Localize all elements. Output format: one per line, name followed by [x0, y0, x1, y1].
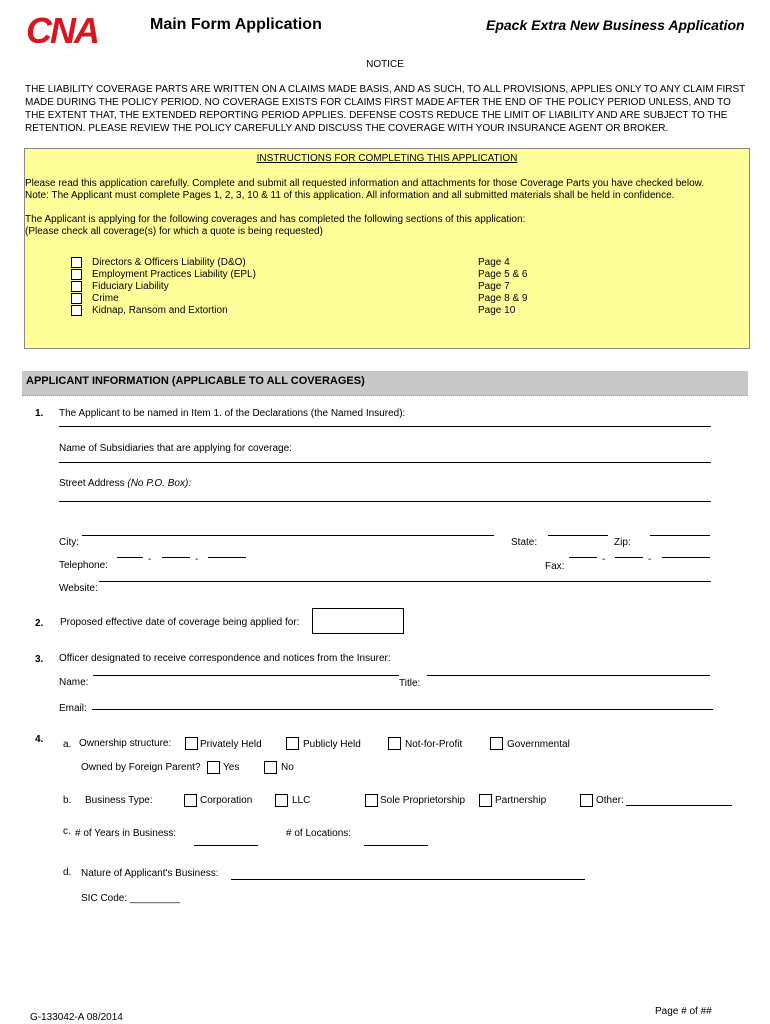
q3-label: Officer designated to receive correspondence and notices from the Insurer:	[59, 653, 391, 664]
telephone-line-field[interactable]	[208, 557, 246, 558]
business-type-label: Business Type:	[85, 795, 153, 806]
coverage-label-crime: Crime	[92, 293, 119, 304]
effective-date-field[interactable]	[312, 608, 404, 634]
website-label: Website:	[59, 583, 98, 594]
section-title: APPLICANT INFORMATION (APPLICABLE TO ALL COVERAGES)	[26, 375, 365, 387]
zip-label: Zip:	[614, 537, 631, 548]
city-field[interactable]	[82, 535, 494, 536]
telephone-prefix-field[interactable]	[162, 557, 190, 558]
telephone-area-field[interactable]	[117, 557, 143, 558]
coverage-checkbox-kre[interactable]	[71, 305, 82, 316]
state-field[interactable]	[548, 535, 608, 536]
zip-field[interactable]	[650, 535, 710, 536]
business-type-corporation-checkbox[interactable]	[184, 794, 197, 807]
business-type-partnership-label: Partnership	[495, 795, 547, 806]
business-type-partnership-checkbox[interactable]	[479, 794, 492, 807]
instructions-note: Note: The Applicant must complete Pages 1, 2, 3, 10 & 11 of this application. All information and all submitted materials shall be held in confidence.	[25, 190, 675, 201]
q2-label: Proposed effective date of coverage being applied for:	[60, 617, 300, 628]
ownership-governmental-checkbox[interactable]	[490, 737, 503, 750]
coverage-page-epl: Page 5 & 6	[478, 269, 528, 280]
coverage-page-fiduciary: Page 7	[478, 281, 510, 292]
q4c-letter: c.	[63, 826, 71, 837]
q3-number: 3.	[35, 654, 44, 665]
q1-label: The Applicant to be named in Item 1. of the Declarations (the Named Insured):	[59, 408, 406, 419]
coverage-checkbox-crime[interactable]	[71, 293, 82, 304]
street-address-label	[59, 478, 191, 489]
coverage-label-fiduciary: Fiduciary Liability	[92, 281, 169, 292]
locations-label: # of Locations:	[286, 828, 352, 839]
officer-name-field[interactable]	[93, 675, 399, 676]
coverage-page-crime: Page 8 & 9	[478, 293, 528, 304]
foreign-parent-yes-checkbox[interactable]	[207, 761, 220, 774]
coverage-checkbox-fiduciary[interactable]	[71, 281, 82, 292]
coverage-checkbox-epl[interactable]	[71, 269, 82, 280]
ownership-publicly-held-label: Publicly Held	[303, 739, 361, 750]
coverage-page-do: Page 4	[478, 257, 510, 268]
form-title: Main Form Application	[150, 16, 322, 33]
ownership-not-for-profit-checkbox[interactable]	[388, 737, 401, 750]
business-type-sole-proprietorship-label: Sole Proprietorship	[380, 795, 466, 806]
coverage-page-kre: Page 10	[478, 305, 516, 316]
business-type-sole-proprietorship-checkbox[interactable]	[365, 794, 378, 807]
officer-email-label: Email:	[59, 703, 87, 714]
business-type-other-field[interactable]	[626, 805, 732, 806]
years-in-business-field[interactable]	[194, 845, 258, 846]
coverage-label-epl: Employment Practices Liability (EPL)	[92, 269, 256, 280]
fax-dash-2: -	[648, 554, 652, 565]
officer-title-label: Title:	[399, 678, 421, 689]
cna-logo: CNA	[26, 10, 98, 51]
nature-of-business-field[interactable]	[231, 879, 585, 880]
notice-title: NOTICE	[366, 59, 404, 70]
q4a-letter: a.	[63, 739, 72, 750]
officer-title-field[interactable]	[427, 675, 710, 676]
locations-field[interactable]	[364, 845, 428, 846]
named-insured-field[interactable]	[59, 426, 711, 427]
form-subtitle: Epack Extra New Business Application	[486, 17, 745, 33]
officer-name-label: Name:	[59, 677, 89, 688]
subsidiaries-label: Name of Subsidiaries that are applying for coverage:	[59, 443, 292, 454]
foreign-parent-yes-label: Yes	[223, 762, 240, 773]
fax-area-field[interactable]	[569, 557, 597, 558]
coverage-label-kre: Kidnap, Ransom and Extortion	[92, 305, 228, 316]
instructions-text: Please read this application carefully. Complete and submit all requested information and attachments for those Coverage Parts you have checked below.	[25, 178, 705, 189]
subsidiaries-field[interactable]	[59, 462, 711, 463]
q2-number: 2.	[35, 618, 44, 629]
foreign-parent-no-checkbox[interactable]	[264, 761, 277, 774]
q4-number: 4.	[35, 734, 44, 745]
business-type-corporation-label: Corporation	[200, 795, 253, 806]
ownership-publicly-held-checkbox[interactable]	[286, 737, 299, 750]
business-type-other-checkbox[interactable]	[580, 794, 593, 807]
notice-text: THE LIABILITY COVERAGE PARTS ARE WRITTEN ON A CLAIMS MADE BASIS, AND AS SUCH, TO ALL PROVISIONS, APPLIES ONLY TO ANY CLAIM FIRST MADE DURING THE POLICY PERIOD. NO COVERAGE EXISTS FOR CLAIMS FIRST MADE AFTER THE END OF THE POLICY PERIOD UNLESS, AND TO THE EXTENT THAT, THE EXTENDED REPORTING PERIOD APPLIES. DEFENSE COSTS REDUCE THE LIMIT OF LIABILITY AND ARE SUBJECT TO THE RETENTION. PLEASE REVIEW THE POLICY CAREFULLY AND DISCUSS THE COVERAGE WITH YOUR INSURANCE AGENT OR BROKER.	[25, 84, 746, 134]
business-type-llc-label: LLC	[292, 795, 311, 806]
fax-prefix-field[interactable]	[615, 557, 643, 558]
years-in-business-label: # of Years in Business:	[75, 828, 177, 839]
form-number: G-133042-A 08/2014	[30, 1012, 123, 1023]
business-type-other-label: Other:	[596, 795, 624, 806]
instructions-box	[24, 148, 750, 349]
page-number: Page # of ##	[655, 1006, 712, 1017]
street-address-note: (No P.O. Box):	[127, 478, 192, 489]
ownership-structure-label: Ownership structure:	[79, 738, 172, 749]
section-header-applicant-info	[22, 371, 748, 396]
state-label: State:	[511, 537, 538, 548]
fax-label: Fax:	[545, 561, 565, 572]
fax-dash-1: -	[602, 554, 606, 565]
ownership-privately-held-label: Privately Held	[200, 739, 262, 750]
instructions-title: INSTRUCTIONS FOR COMPLETING THIS APPLICATION	[256, 153, 518, 164]
q4b-letter: b.	[63, 795, 72, 806]
city-label: City:	[59, 537, 79, 548]
foreign-parent-label: Owned by Foreign Parent?	[81, 762, 201, 773]
nature-of-business-label: Nature of Applicant's Business:	[81, 868, 219, 879]
fax-line-field[interactable]	[662, 557, 710, 558]
telephone-dash-2: -	[195, 554, 199, 565]
business-type-llc-checkbox[interactable]	[275, 794, 288, 807]
q1-number: 1.	[35, 408, 44, 419]
street-address-field[interactable]	[59, 501, 711, 502]
officer-email-field[interactable]	[92, 709, 713, 710]
coverage-checkbox-do[interactable]	[71, 257, 82, 268]
ownership-governmental-label: Governmental	[507, 739, 570, 750]
coverage-label-do: Directors & Officers Liability (D&O)	[92, 257, 246, 268]
foreign-parent-no-label: No	[281, 762, 294, 773]
telephone-label: Telephone:	[59, 560, 108, 571]
coverage-hint: (Please check all coverage(s) for which a quote is being requested)	[25, 226, 323, 237]
ownership-not-for-profit-label: Not-for-Profit	[405, 739, 463, 750]
coverage-intro: The Applicant is applying for the following coverages and has completed the following sections of this application:	[25, 214, 526, 225]
instructions-line-1	[25, 178, 740, 202]
sic-code-label: SIC Code: _________	[81, 893, 180, 904]
street-address-text: Street Address	[59, 478, 128, 489]
ownership-privately-held-checkbox[interactable]	[185, 737, 198, 750]
telephone-dash-1: -	[148, 554, 152, 565]
instructions-line-2	[25, 214, 740, 238]
website-field[interactable]	[99, 581, 711, 582]
q4d-letter: d.	[63, 867, 72, 878]
